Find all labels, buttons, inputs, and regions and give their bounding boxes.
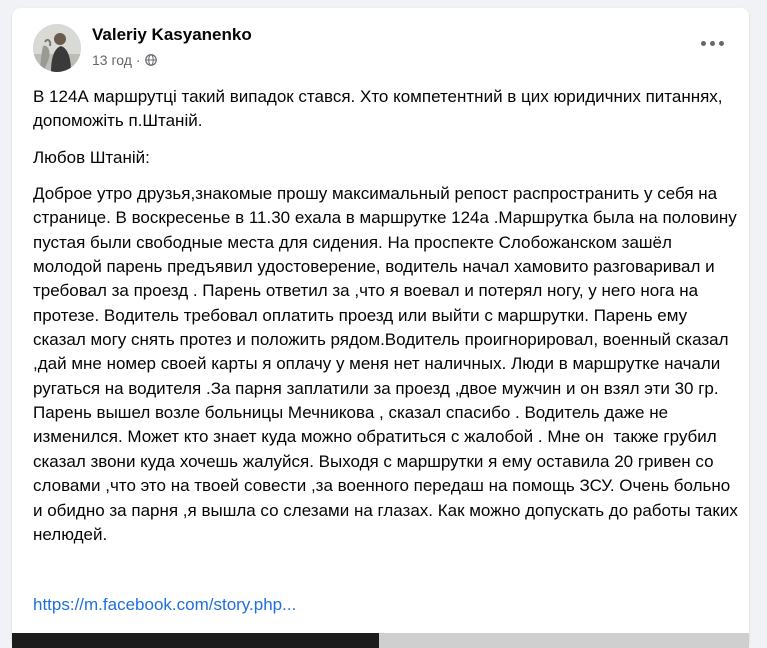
more-options-button[interactable] <box>695 30 729 56</box>
media-thumbnail-right <box>379 633 749 648</box>
more-horizontal-icon <box>701 41 706 46</box>
post-story-text: Доброе утро друзья,знакомые прошу максимальный репост распространить у себя на странице. В воскресенье в 11.30 ехала в маршрутке 124а .Маршрутка была на половину пустая были свободные места для сидения. На проспекте Слобожанском зашёл молодой парень предъявил удостоверение, водитель начал хамовито разговаривал и требовал за проезд . Парень ответил за ,что я воевал и потерял ногу, у него нога на протезе. Водитель требовал оплатить проезд или выйти с маршрутки. Парень ему сказал могу снять протез и положить рядом.Водитель проигнорировал, военный сказал ,дай мне номер своей карты я оплачу у меня нет наличных. Люди в маршрутке начали ругаться на водителя .За парня заплатили за проезд ,двое мужчин и он взял эти 30 гр. Парень вышел возле больницы Мечникова , сказал спасибо . Водитель даже не изменился. Может кто знает куда можно обратиться с жалобой . Мне он также грубил сказал звони куда хочешь жалуйся. Выходя с маршрутки я ему оставила 20 гривен со словами ,что это на твоей совести ,за военного передаш на помощь ЗСУ. Очень больно и обидно за парня ,я вышла со слезами на глазах. Как можно допускать до работы таких нелюдей. <box>33 184 743 544</box>
avatar[interactable] <box>33 24 81 72</box>
avatar-photo <box>33 24 81 72</box>
post-intro-text: В 124А маршрутці такий випадок стався. Хто компетентний в цих юридичних питаннях, допоможіть п.Штаній. <box>33 87 728 131</box>
media-preview[interactable] <box>12 633 749 648</box>
quoted-author-line: Любов Штаній: <box>33 147 150 167</box>
post-body <box>33 85 743 547</box>
story-link[interactable]: https://m.facebook.com/story.php... <box>33 595 297 614</box>
post-card <box>12 8 749 648</box>
media-thumbnail-left <box>12 633 379 648</box>
meta-separator: · <box>135 52 141 68</box>
post-meta <box>92 52 157 68</box>
post-timestamp[interactable]: 13 год <box>92 52 132 68</box>
author-name[interactable]: Valeriy Kasyanenko <box>92 25 252 44</box>
globe-icon[interactable] <box>145 54 157 66</box>
